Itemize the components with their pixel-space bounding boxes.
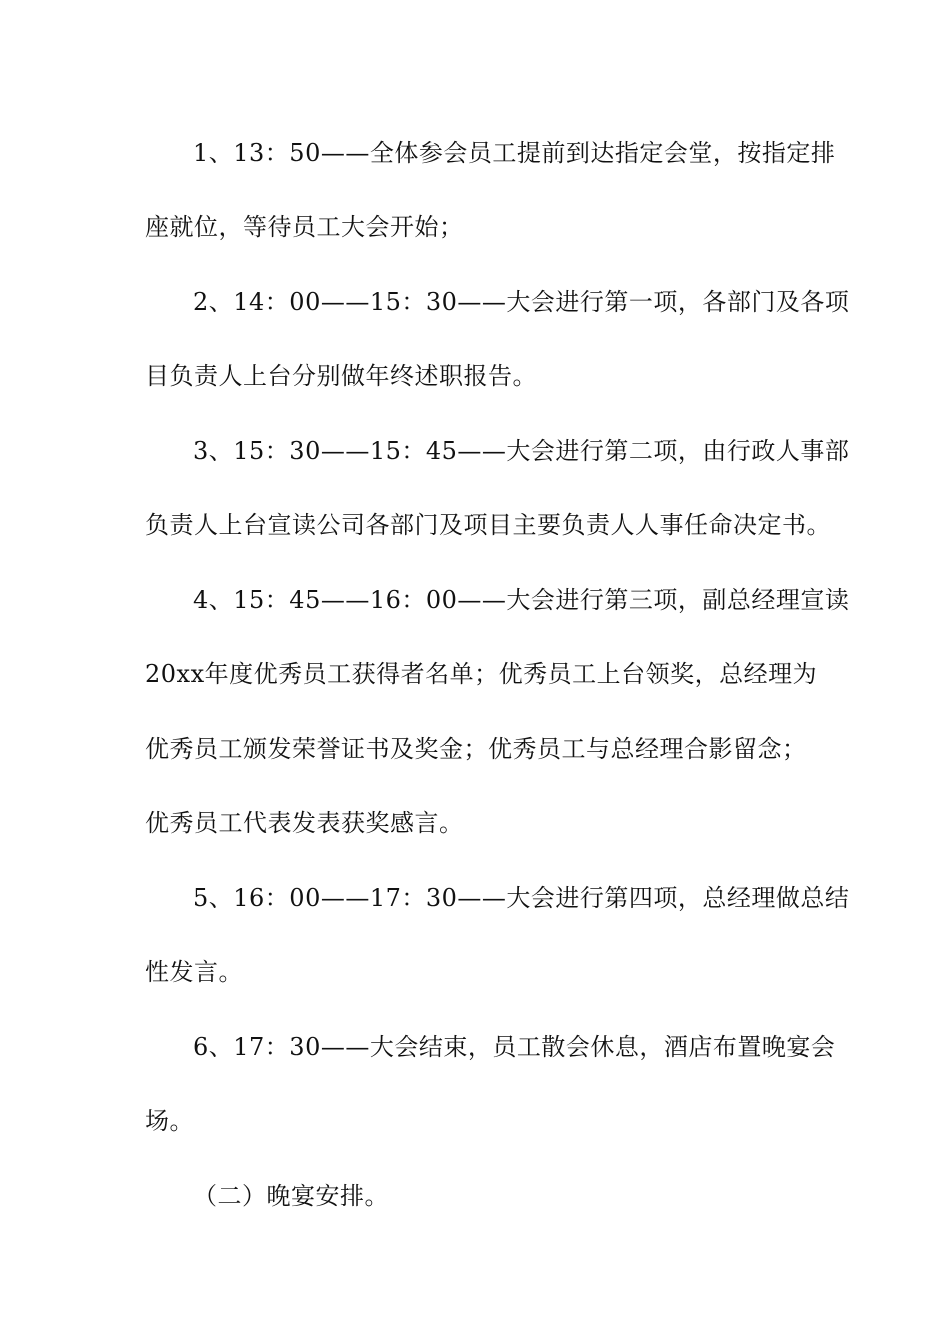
- item-6-line-2: 场。: [145, 1107, 194, 1135]
- item-2-line-1: 2、14：00——15：30——大会进行第一项，各部门及各项: [193, 288, 850, 316]
- item-6-line-1: 6、17：30——大会结束，员工散会休息，酒店布置晚宴会: [193, 1033, 836, 1061]
- item-5-line-2: 性发言。: [145, 958, 243, 986]
- item-4-line-3: 优秀员工颁发荣誉证书及奖金；优秀员工与总经理合影留念；: [145, 735, 807, 763]
- item-4-line-4: 优秀员工代表发表获奖感言。: [145, 809, 464, 837]
- item-4-line-2: 20xx年度优秀员工获得者名单；优秀员工上台领奖，总经理为: [145, 660, 818, 688]
- item-2-line-2: 目负责人上台分别做年终述职报告。: [145, 362, 537, 390]
- item-3-line-1: 3、15：30——15：45——大会进行第二项，由行政人事部: [193, 437, 850, 465]
- item-4-line-1: 4、15：45——16：00——大会进行第三项，副总经理宣读: [193, 586, 850, 614]
- item-1-line-1: 1、13：50——全体参会员工提前到达指定会堂，按指定排: [193, 139, 836, 167]
- item-3-line-2: 负责人上台宣读公司各部门及项目主要负责人人事任命决定书。: [145, 511, 831, 539]
- item-1-line-2: 座就位，等待员工大会开始；: [145, 213, 464, 241]
- item-5-line-1: 5、16：00——17：30——大会进行第四项，总经理做总结: [193, 884, 850, 912]
- section-heading-dinner: （二）晚宴安排。: [193, 1182, 389, 1210]
